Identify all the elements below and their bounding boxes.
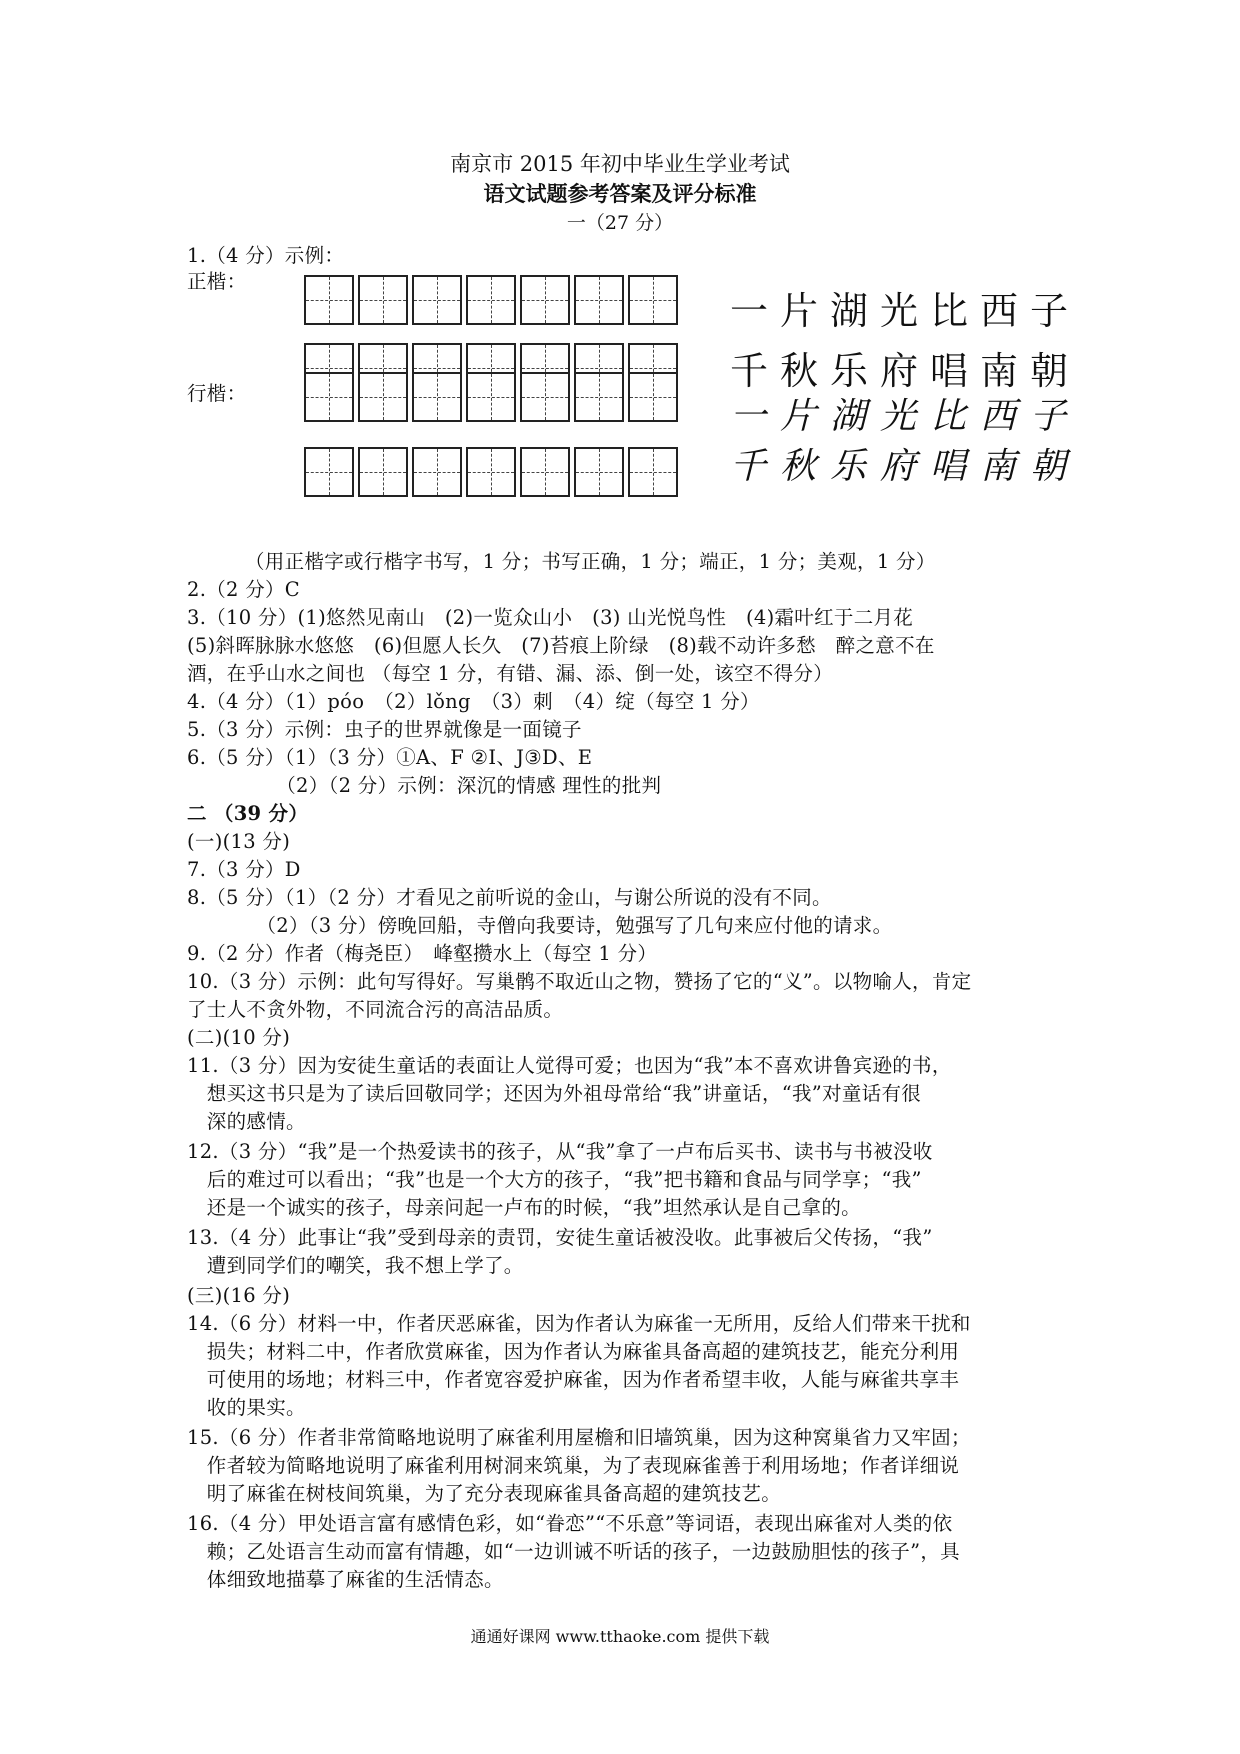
answer-line: 收的果实。 xyxy=(187,1396,306,1419)
grid-cell xyxy=(574,372,624,422)
answer-line: 12.（3 分）“我”是一个热爱读书的孩子，从“我”拿了一卢布后买书、读书与书被没收 xyxy=(187,1140,933,1163)
answer-line: (5)斜晖脉脉水悠悠 (6)但愿人长久 (7)苔痕上阶绿 (8)载不动许多愁 醉之意不在 xyxy=(187,634,935,657)
label-xingkai: 行楷： xyxy=(187,382,247,405)
answer-line: 3.（10 分）(1)悠然见南山 (2)一览众山小 (3) 山光悦鸟性 (4)霜叶红于二月花 xyxy=(187,606,914,629)
xingkai-sample-line-1: 一片湖光比西子 xyxy=(730,396,1081,437)
answer-line: 11.（3 分）因为安徒生童话的表面让人觉得可爱；也因为“我”本不喜欢讲鲁宾逊的书， xyxy=(187,1054,952,1077)
answer-line: 10.（3 分）示例：此句写得好。写巢鹘不取近山之物，赞扬了它的“义”。以物喻人，肯定 xyxy=(187,970,972,993)
grid-cell xyxy=(304,372,354,422)
answer-line: 4.（4 分）（1）póo （2）lǒng （3）刺 （4）绽（每空 1 分） xyxy=(187,690,760,713)
grid-cell xyxy=(520,372,570,422)
grid-cell xyxy=(466,275,516,325)
grid-cell xyxy=(628,447,678,497)
grid-cell xyxy=(358,447,408,497)
grid-cell xyxy=(520,447,570,497)
doc-subtitle: 语文试题参考答案及评分标准 xyxy=(483,181,757,206)
answer-line: 13.（4 分）此事让“我”受到母亲的责罚，安徒生童话被没收。此事被后父传扬，“我” xyxy=(187,1226,933,1249)
answer-line: 8.（5 分）（1）（2 分）才看见之前听说的金山，与谢公所说的没有不同。 xyxy=(187,886,832,909)
grid-cell xyxy=(412,275,462,325)
answer-line: 6.（5 分）（1）（3 分）①A、F ②I、J③D、E xyxy=(187,746,593,769)
grid-cell xyxy=(358,372,408,422)
grid-cell xyxy=(628,275,678,325)
xingkai-sample-line-2: 千秋乐府唱南朝 xyxy=(730,446,1081,487)
answer-line: 后的难过可以看出；“我”也是一个大方的孩子，“我”把书籍和食品与同学享；“我” xyxy=(187,1168,922,1191)
answer-line: 14.（6 分）材料一中，作者厌恶麻雀，因为作者认为麻雀一无所用，反给人们带来干扰和 xyxy=(187,1312,971,1335)
subsection-heading: (一)(13 分) xyxy=(187,830,291,853)
answer-line: 可使用的场地；材料三中，作者宽容爱护麻雀，因为作者希望丰收，人能与麻雀共享丰 xyxy=(187,1368,960,1391)
grid-cell xyxy=(466,372,516,422)
subsection-heading: (二)(10 分) xyxy=(187,1026,291,1049)
answer-line: 5.（3 分）示例：虫子的世界就像是一面镜子 xyxy=(187,718,582,741)
section-one-heading: 一（27 分） xyxy=(566,212,674,234)
writing-grid-row-3 xyxy=(304,372,678,422)
answer-line: 遭到同学们的嘲笑，我不想上学了。 xyxy=(187,1254,524,1277)
q1-heading: 1.（4 分）示例： xyxy=(187,244,345,267)
answer-line: 7.（3 分）D xyxy=(187,858,301,881)
kai-sample-line-2: 千秋乐府唱南朝 xyxy=(730,349,1081,393)
answer-line: 明了麻雀在树枝间筑巢，为了充分表现麻雀具备高超的建筑技艺。 xyxy=(187,1482,782,1505)
grid-cell xyxy=(574,447,624,497)
answer-line: 2.（2 分）C xyxy=(187,578,301,601)
answer-line: 酒，在乎山水之间也 （每空 1 分，有错、漏、添、倒一处，该空不得分） xyxy=(187,662,834,685)
answer-line: 想买这书只是为了读后回敬同学；还因为外祖母常给“我”讲童话，“我”对童话有很 xyxy=(187,1082,922,1105)
grid-cell xyxy=(304,447,354,497)
answer-line: 损失；材料二中，作者欣赏麻雀，因为作者认为麻雀具备高超的建筑技艺，能充分利用 xyxy=(187,1340,960,1363)
answer-line: 体细致地描摹了麻雀的生活情态。 xyxy=(187,1568,504,1591)
grid-cell xyxy=(358,275,408,325)
q1-scoring-note: （用正楷字或行楷字书写，1 分；书写正确，1 分；端正，1 分；美观，1 分） xyxy=(245,550,936,573)
writing-grid-row-4 xyxy=(304,447,678,497)
label-kai: 正楷： xyxy=(187,270,247,293)
page-footer: 通通好课网 www.tthaoke.com 提供下载 xyxy=(470,1627,770,1646)
kai-sample-line-1: 一片湖光比西子 xyxy=(730,289,1081,333)
writing-grid-row-1 xyxy=(304,275,678,325)
answer-line: 15.（6 分）作者非常简略地说明了麻雀利用屋檐和旧墙筑巢，因为这种窝巢省力又牢固； xyxy=(187,1426,971,1449)
subsection-heading: (三)(16 分) xyxy=(187,1284,291,1307)
grid-cell xyxy=(628,372,678,422)
doc-title: 南京市 2015 年初中毕业生学业考试 xyxy=(450,152,790,176)
grid-cell xyxy=(574,275,624,325)
answer-line: 作者较为简略地说明了麻雀利用树洞来筑巢，为了表现麻雀善于利用场地；作者详细说 xyxy=(187,1454,960,1477)
answer-line: 赖；乙处语言生动而富有情趣，如“一边训诫不听话的孩子，一边鼓励胆怯的孩子”，具 xyxy=(187,1540,960,1563)
answer-line: （2）（2 分）示例：深沉的情感 理性的批判 xyxy=(187,774,662,797)
answer-line: 深的感情。 xyxy=(187,1110,306,1133)
answer-line: 还是一个诚实的孩子，母亲问起一卢布的时候，“我”坦然承认是自己拿的。 xyxy=(187,1196,861,1219)
answer-line: 16.（4 分）甲处语言富有感情色彩，如“眷恋”“不乐意”等词语，表现出麻雀对人类的依 xyxy=(187,1512,953,1535)
answer-line: 了士人不贪外物，不同流合污的高洁品质。 xyxy=(187,998,564,1021)
grid-cell xyxy=(412,447,462,497)
grid-cell xyxy=(304,275,354,325)
grid-cell xyxy=(520,275,570,325)
answer-line: 9.（2 分）作者（梅尧臣） 峰壑攒水上（每空 1 分） xyxy=(187,942,658,965)
grid-cell xyxy=(466,447,516,497)
grid-cell xyxy=(412,372,462,422)
answer-line: （2）（3 分）傍晚回船，寺僧向我要诗，勉强写了几句来应付他的请求。 xyxy=(187,914,893,937)
section-two-heading: 二 （39 分） xyxy=(187,802,309,825)
